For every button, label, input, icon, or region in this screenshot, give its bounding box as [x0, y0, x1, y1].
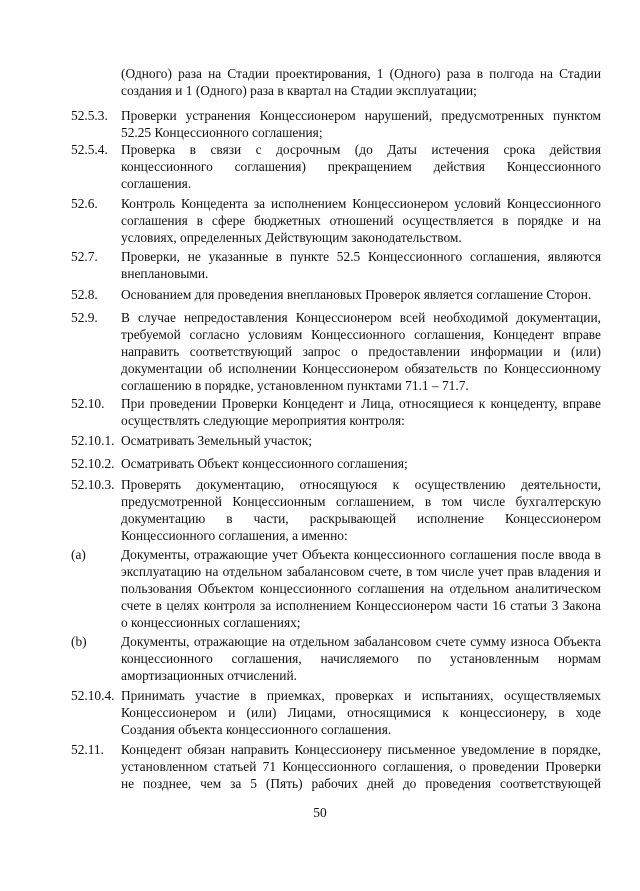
paragraph-line: Концедент обязан направить Концессионеру письменное уведомление в порядке, — [121, 742, 601, 757]
paragraph-line: (Одного) раза на Стадии проектирования, 1 (Одного) раза в полгода на Стадии — [121, 66, 601, 81]
clause-number: 52.5.4. — [71, 142, 108, 157]
paragraph-line: Осматривать Объект концессионного соглашения; — [121, 456, 408, 471]
clause-number: 52.10.3. — [71, 477, 115, 492]
paragraph-line: Контроль Концедента за исполнением Концессионером условий Концессионного — [121, 196, 601, 211]
paragraph-line: Проверки устранения Концессионером нарушений, предусмотренных пунктом — [121, 108, 601, 123]
clause-number: 52.10.1. — [71, 433, 115, 448]
list-marker: (b) — [71, 634, 87, 649]
paragraph-line: внеплановыми. — [121, 266, 209, 281]
paragraph-line: соглашения в сфере бюджетных отношений осуществляется в порядке и на — [121, 213, 601, 228]
paragraph-line: При проведении Проверки Концедент и Лица, относящиеся к концеденту, вправе — [121, 396, 601, 411]
paragraph-line: направить соответствующий запрос о предоставлении информации и (или) — [121, 344, 601, 359]
paragraph-line: амортизационных отчислений. — [121, 668, 297, 683]
paragraph-line: документации об исполнении Концессионером обязательств по Концессионному — [121, 361, 601, 376]
paragraph-line: документацию в части, раскрывающей исполнение Концессионером — [121, 511, 601, 526]
paragraph-line: 52.25 Концессионного соглашения; — [121, 125, 323, 140]
clause-number: 52.10.4. — [71, 688, 115, 703]
paragraph-line: о концессионных соглашениях; — [121, 615, 301, 630]
clause-number: 52.8. — [71, 287, 98, 302]
paragraph-line: Осматривать Земельный участок; — [121, 433, 312, 448]
list-marker: (a) — [71, 547, 86, 562]
paragraph-line: Концессионного соглашения, а именно: — [121, 528, 348, 543]
paragraph-line: Документы, отражающие учет Объекта концессионного соглашения после ввода в — [121, 547, 601, 562]
paragraph-line: Проверять документацию, относящуюся к осуществлению деятельности, — [121, 477, 601, 492]
paragraph-line: создания и 1 (Одного) раза в квартал на Стадии эксплуатации; — [121, 83, 477, 98]
paragraph-line: В случае непредоставления Концессионером всей необходимой документации, — [121, 310, 601, 325]
paragraph-line: счете в целях контроля за исполнением Концессионером части 16 статьи 3 Закона — [121, 598, 601, 613]
paragraph-line: Принимать участие в приемках, проверках и испытаниях, осуществляемых — [121, 688, 601, 703]
clause-number: 52.5.3. — [71, 108, 108, 123]
clause-number: 52.7. — [71, 249, 98, 264]
paragraph-line: Проверки, не указанные в пункте 52.5 Концессионного соглашения, являются — [121, 249, 601, 264]
paragraph-line: требуемой согласно условиям Концессионного соглашения, Концедент вправе — [121, 327, 601, 342]
paragraph-line: предусмотренной Концессионным соглашением, в том числе бухгалтерскую — [121, 494, 601, 509]
clause-number: 52.10. — [71, 396, 105, 411]
clause-number: 52.11. — [71, 742, 104, 757]
paragraph-line: концессионного соглашения) прекращением действия Концессионного — [121, 159, 601, 174]
paragraph-line: соглашению в порядке, установленном пунктами 71.1 – 71.7. — [121, 378, 469, 393]
clause-number: 52.6. — [71, 196, 98, 211]
paragraph-line: Проверка в связи с досрочным (до Даты истечения срока действия — [121, 142, 601, 157]
paragraph-line: Концессионером и (или) Лицами, относящимися к концессионеру, в ходе — [121, 705, 601, 720]
page-number: 50 — [313, 805, 327, 820]
paragraph-line: установленном статьей 71 Концессионного соглашения, о проведении Проверки — [121, 759, 601, 774]
paragraph-line: осуществлять следующие мероприятия контроля: — [121, 413, 405, 428]
clause-number: 52.9. — [71, 310, 98, 325]
paragraph-line: концессионного соглашения, начисляемого по установленным нормам — [121, 651, 601, 666]
paragraph-line: Создания объекта концессионного соглашения. — [121, 722, 392, 737]
paragraph-line: пользования Объектом концессионного соглашения на отдельном аналитическом — [121, 581, 601, 596]
paragraph-line: не позднее, чем за 5 (Пять) рабочих дней до проведения соответствующей — [121, 776, 601, 791]
paragraph-line: Документы, отражающие на отдельном забалансовом счете сумму износа Объекта — [121, 634, 601, 649]
paragraph-line: условиях, определенных Действующим законодательством. — [121, 230, 462, 245]
paragraph-line: соглашения. — [121, 176, 192, 191]
paragraph-line: эксплуатацию на отдельном забалансовом счете, в том числе учет прав владения и — [121, 564, 601, 579]
clause-number: 52.10.2. — [71, 456, 115, 471]
paragraph-line: Основанием для проведения внеплановых Проверок является соглашение Сторон. — [121, 287, 592, 302]
